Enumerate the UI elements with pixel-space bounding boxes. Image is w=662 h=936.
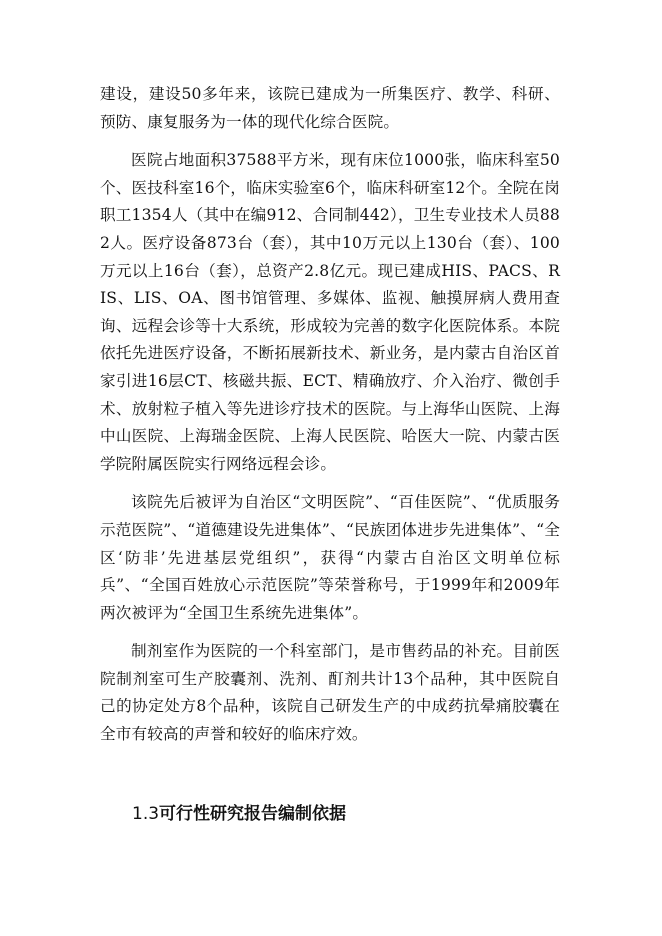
paragraph-preparation-room: 制剂室作为医院的一个科室部门，是市售药品的补充。目前医院制剂室可生产胶囊剂、洗剂、酊剂共计13个品种，其中医院自己的协定处方8个品种，该院自己研发生产的中成药抗晕痛胶囊在全市有较高的声誉和较好的临床疗效。 [100,642,560,744]
section-title: 可行性研究报告编制依据 [159,804,347,824]
paragraph-hospital-facilities: 医院占地面积37588平方米，现有床位1000张，临床科室50个、医技科室16个，临床实验室6个，临床科研室12个。全院在岗职工1354人（其中在编912、合同制442），卫生专业技术人员882人。医疗设备873台（套），其中10万元以上130台（套）、100万元以上16台（套），总资产2.8亿元。现已建成HIS、PACS、RIS、LIS、OA、图书馆管理、多媒体、监视、触摸屏病人费用查询、远程会诊等十大系统，形成较为完善的数字化医院体系。本院依托先进医疗设备，不断拓展新技术、新业务，是内蒙古自治区首家引进16层CT、核磁共振、ECT、精确放疗、介入治疗、微创手术、放射粒子植入等先进诊疗技术的医院。与上海华山医院、上海中山医院、上海瑞金医院、上海人民医院、哈医大一院、内蒙古医学院附属医院实行网络远程会诊。 [100,151,560,473]
section-number: 1.3 [132,804,160,824]
paragraph-hospital-honors: 该院先后被评为自治区“文明医院”、“百佳医院”、“优质服务示范医院”、“道德建设先进集体”、“民族团体进步先进集体”、“全区‘防非’先进基层党组织”，获得“内蒙古自治区文明单位标兵”、“全国百姓放心示范医院”等荣誉称号，于1999年和2009年两次被评为“全国卫生系统先进集体”。 [100,493,560,622]
paragraph-hospital-overview-end: 建设，建设50多年来，该院已建成为一所集医疗、教学、科研、预防、康复服务为一体的现代化综合医院。 [100,85,560,131]
document-body [100,81,560,749]
section-heading [132,802,346,826]
